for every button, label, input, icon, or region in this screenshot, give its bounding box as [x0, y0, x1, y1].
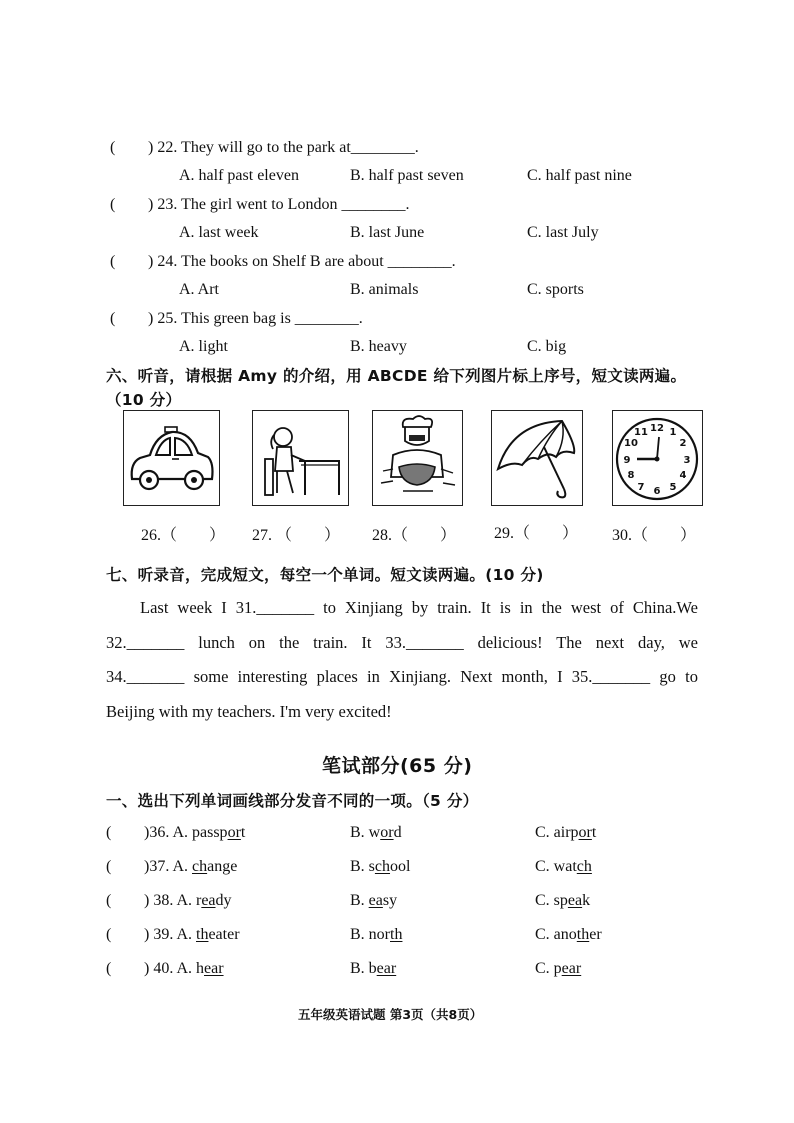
option-b[interactable]: B. last June — [350, 224, 425, 241]
option-b[interactable]: B. heavy — [350, 338, 407, 355]
picture-cook — [372, 410, 463, 506]
picture-clock — [612, 410, 703, 506]
phonics-option-a[interactable]: ) 38. A. ready — [144, 892, 232, 909]
picture-umbrella — [491, 410, 583, 506]
question-stem: ) 22. They will go to the park at________. — [148, 139, 419, 156]
car-icon — [124, 411, 218, 504]
phonics-option-b[interactable]: B. word — [350, 824, 402, 841]
svg-text:1: 1 — [669, 427, 677, 438]
question-stem: ) 23. The girl went to London ________. — [148, 196, 410, 213]
answer-paren[interactable]: ( — [106, 858, 112, 875]
passage-line: 32._______ lunch on the train. It 33._______ delicious! The next day, we — [106, 633, 698, 652]
option-a[interactable]: A. light — [179, 338, 228, 355]
phonics-option-c[interactable]: C. watch — [535, 858, 592, 875]
picture-label[interactable]: 27. （ ） — [252, 527, 341, 544]
written-section1-heading: 一、选出下列单词画线部分发音不同的一项。（5 分） — [106, 792, 479, 810]
picture-label[interactable]: 30.（ ） — [612, 527, 697, 544]
phonics-option-a[interactable]: )37. A. change — [144, 858, 238, 875]
svg-text:12: 12 — [650, 423, 664, 434]
clock-icon — [613, 411, 701, 504]
phonics-option-a[interactable]: ) 40. A. hear — [144, 960, 224, 977]
cook-icon — [373, 411, 461, 504]
umbrella-icon — [492, 411, 581, 504]
option-a[interactable]: A. half past eleven — [179, 167, 299, 184]
svg-text:8: 8 — [627, 470, 635, 481]
picture-girl-desk — [252, 410, 349, 506]
phonics-option-c[interactable]: C. pear — [535, 960, 582, 977]
passage-line: Beijing with my teachers. I'm very excited! — [106, 702, 392, 721]
answer-paren[interactable]: ( — [110, 139, 116, 156]
question-stem: ) 25. This green bag is ________. — [148, 310, 363, 327]
option-b[interactable]: B. half past seven — [350, 167, 464, 184]
phonics-option-a[interactable]: )36. A. passport — [144, 824, 246, 841]
svg-text:10: 10 — [624, 438, 638, 449]
answer-paren[interactable]: ( — [110, 196, 116, 213]
option-c[interactable]: C. big — [527, 338, 567, 355]
phonics-option-c[interactable]: C. airport — [535, 824, 597, 841]
section6-heading: 六、听音，请根据 Amy 的介绍，用 ABCDE 给下列图片标上序号，短文读两遍。 — [106, 367, 687, 385]
phonics-option-b[interactable]: B. north — [350, 926, 403, 943]
svg-text:5: 5 — [669, 482, 677, 493]
page-footer: 五年级英语试题 第3页（共8页） — [298, 1007, 483, 1022]
svg-text:9: 9 — [623, 455, 631, 466]
passage-line: 34._______ some interesting places in Xinjiang. Next month, I 35._______ go to — [106, 667, 698, 686]
picture-car — [123, 410, 220, 506]
option-a[interactable]: A. Art — [179, 281, 219, 298]
answer-paren[interactable]: ( — [106, 926, 112, 943]
phonics-option-b[interactable]: B. bear — [350, 960, 397, 977]
picture-label[interactable]: 29.（ ） — [494, 525, 579, 542]
answer-paren[interactable]: ( — [106, 892, 112, 909]
section7-heading: 七、听录音，完成短文，每空一个单词。短文读两遍。(10 分) — [106, 566, 544, 584]
svg-text:4: 4 — [679, 470, 687, 481]
phonics-option-a[interactable]: ) 39. A. theater — [144, 926, 240, 943]
option-b[interactable]: B. animals — [350, 281, 419, 298]
answer-paren[interactable]: ( — [106, 824, 112, 841]
svg-text:7: 7 — [637, 482, 645, 493]
svg-text:6: 6 — [653, 486, 661, 497]
phonics-option-b[interactable]: B. easy — [350, 892, 398, 909]
option-a[interactable]: A. last week — [179, 224, 259, 241]
answer-paren[interactable]: ( — [106, 960, 112, 977]
picture-label[interactable]: 28.（ ） — [372, 527, 457, 544]
phonics-option-b[interactable]: B. school — [350, 858, 411, 875]
written-part-title: 笔试部分(65 分) — [322, 755, 473, 777]
picture-label[interactable]: 26.（ ） — [141, 527, 226, 544]
svg-text:2: 2 — [679, 438, 687, 449]
answer-paren[interactable]: ( — [110, 310, 116, 327]
option-c[interactable]: C. sports — [527, 281, 584, 298]
option-c[interactable]: C. half past nine — [527, 167, 632, 184]
option-c[interactable]: C. last July — [527, 224, 599, 241]
passage-line: Last week I 31._______ to Xinjiang by train. It is in the west of China.We — [140, 598, 698, 617]
answer-paren[interactable]: ( — [110, 253, 116, 270]
phonics-option-c[interactable]: C. another — [535, 926, 602, 943]
question-stem: ) 24. The books on Shelf B are about ________. — [148, 253, 456, 270]
svg-text:11: 11 — [634, 427, 648, 438]
section6-points: （10 分） — [106, 391, 182, 409]
girl-at-desk-icon — [253, 411, 347, 504]
phonics-option-c[interactable]: C. speak — [535, 892, 591, 909]
svg-text:3: 3 — [683, 455, 691, 466]
